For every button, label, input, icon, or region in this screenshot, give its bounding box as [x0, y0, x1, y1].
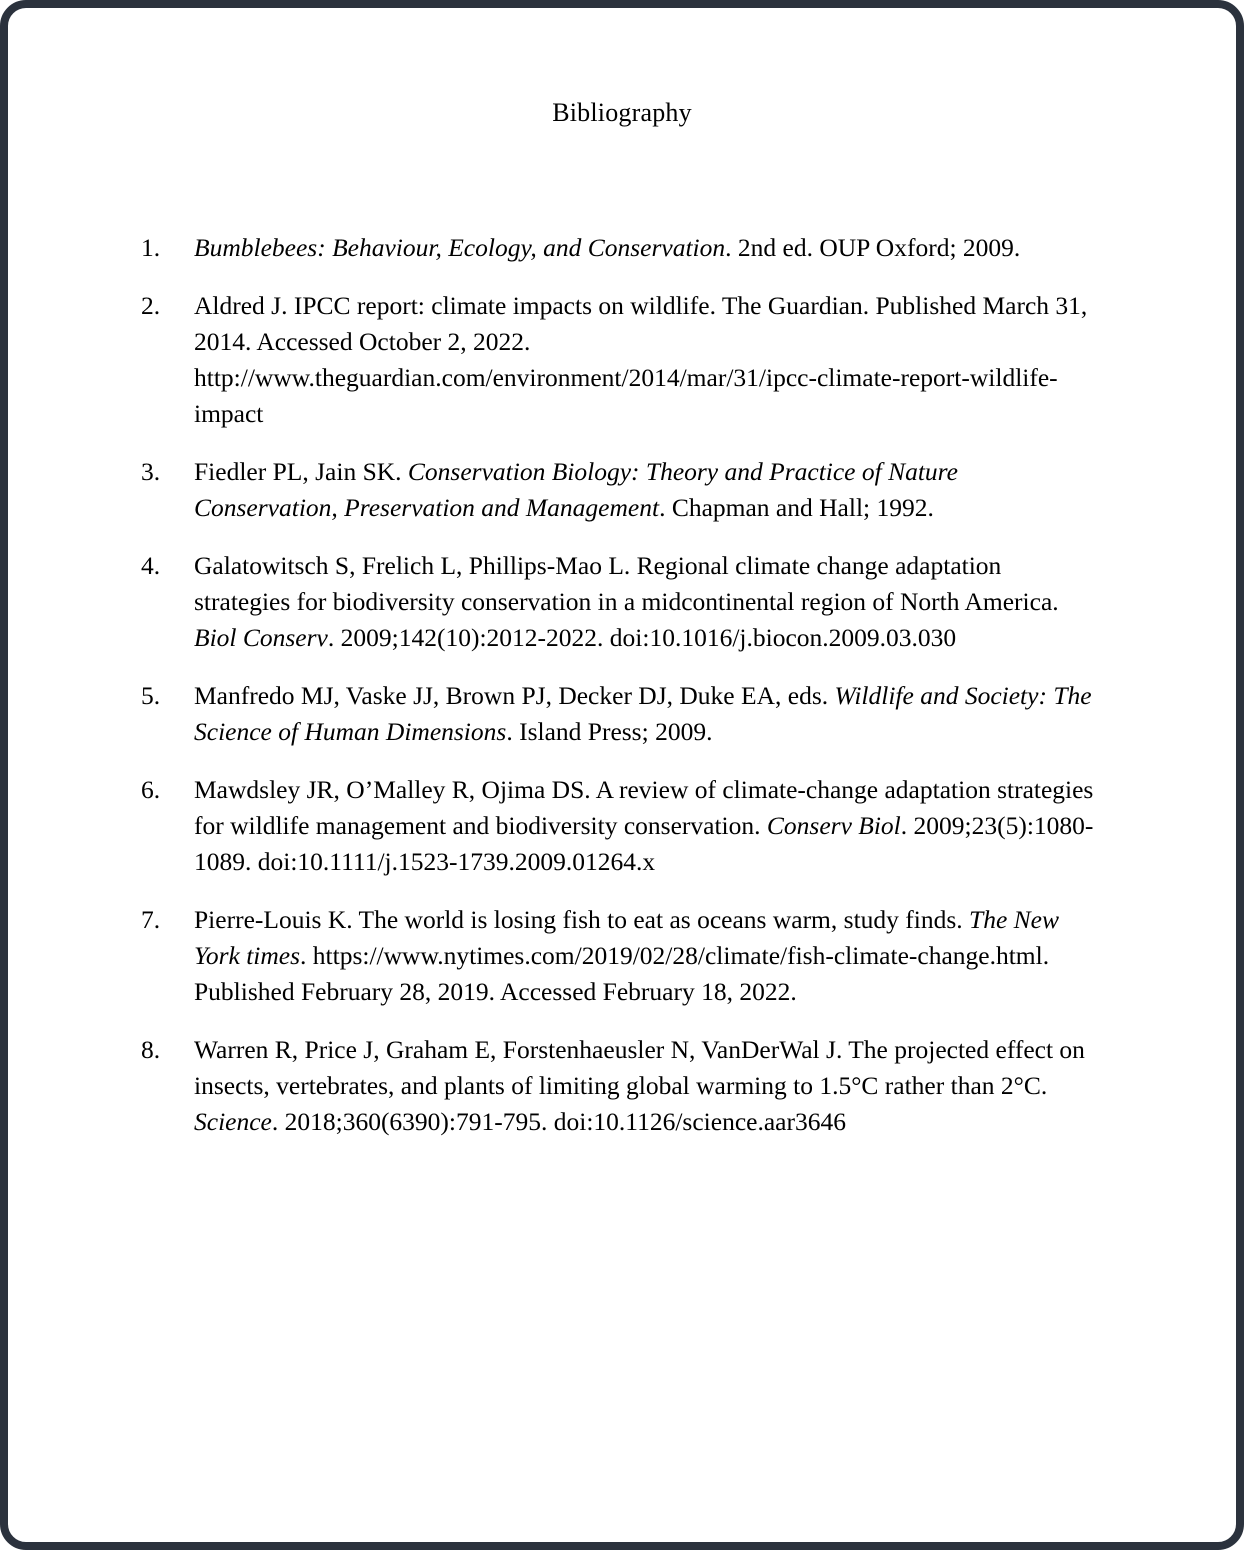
bibliography-entry: [133, 288, 1100, 432]
citation-segment-italic: Conservation Biology: Theory and Practice of Nature Conservation, Preservation and Management: [194, 457, 958, 522]
bibliography-entry: [133, 548, 1100, 656]
bibliography-entry-number: 3.: [141, 457, 161, 486]
bibliography-entry: [133, 230, 1100, 266]
citation-segment-roman: Pierre-Louis K. The world is losing fish to eat as oceans warm, study finds.: [194, 905, 970, 934]
citation-segment-roman: . Chapman and Hall; 1992.: [659, 493, 934, 522]
citation-segment-italic: Science: [194, 1107, 272, 1136]
bibliography-entry-text: [194, 548, 1100, 656]
bibliography-entry-text: [194, 454, 1100, 526]
page-title: Bibliography: [552, 98, 692, 127]
bibliography-entry-number: 5.: [141, 681, 161, 710]
citation-segment-italic: Bumblebees: Behaviour, Ecology, and Conservation: [194, 233, 726, 262]
citation-segment-italic: Wildlife and Society: The Science of Human Dimensions: [194, 681, 1092, 746]
bibliography-list: [133, 230, 1100, 1140]
bibliography-entry: [133, 1032, 1100, 1140]
citation-segment-roman: Fiedler PL, Jain SK.: [194, 457, 408, 486]
citation-segment-roman: Aldred J. IPCC report: climate impacts on wildlife. The Guardian. Published March 31, 2014. Accessed October 2, 2022. http://www.theguardian.com/environment/2014/mar/31/ipcc-climate-report-wildlife-impact: [194, 291, 1088, 428]
bibliography-entry-text: [194, 288, 1100, 432]
bibliography-entry-number: 2.: [141, 291, 161, 320]
bibliography-entry: [133, 678, 1100, 750]
citation-segment-italic: The New York times: [194, 905, 1059, 970]
bibliography-entry-text: [194, 902, 1100, 1010]
bibliography-entry-number: 6.: [141, 775, 161, 804]
citation-segment-roman: . 2009;23(5):1080-1089. doi:10.1111/j.1523-1739.2009.01264.x: [194, 811, 1094, 876]
citation-segment-roman: . 2nd ed. OUP Oxford; 2009.: [725, 233, 1021, 262]
citation-segment-roman: Warren R, Price J, Graham E, Forstenhaeusler N, VanDerWal J. The projected effect on insects, vertebrates, and plants of limiting global warming to 1.5°C rather than 2°C.: [194, 1035, 1085, 1100]
citation-segment-italic: Conserv Biol: [766, 811, 901, 840]
bibliography-entry-text: [194, 1032, 1100, 1140]
bibliography-entry-text: [194, 230, 1100, 266]
bibliography-entry-number: 4.: [141, 551, 161, 580]
bibliography-entry: [133, 902, 1100, 1010]
citation-segment-roman: Manfredo MJ, Vaske JJ, Brown PJ, Decker DJ, Duke EA, eds.: [194, 681, 835, 710]
citation-segment-roman: . https://www.nytimes.com/2019/02/28/climate/fish-climate-change.html. Published February 28, 2019. Accessed February 18, 2022.: [194, 941, 1050, 1006]
citation-segment-roman: Mawdsley JR, O’Malley R, Ojima DS. A review of climate-change adaptation strategies for wildlife management and biodiversity conservation.: [194, 775, 1094, 840]
bibliography-entry-number: 8.: [141, 1035, 161, 1064]
citation-segment-italic: Biol Conserv: [194, 623, 328, 652]
bibliography-entry: [133, 772, 1100, 880]
bibliography-entry-text: [194, 772, 1100, 880]
citation-segment-roman: . 2018;360(6390):791-795. doi:10.1126/science.aar3646: [271, 1107, 846, 1136]
bibliography-entry-number: 7.: [141, 905, 161, 934]
citation-segment-roman: Galatowitsch S, Frelich L, Phillips-Mao L. Regional climate change adaptation strategies for biodiversity conservation in a midcontinental region of North America.: [194, 551, 1059, 616]
citation-segment-roman: . Island Press; 2009.: [506, 717, 713, 746]
citation-segment-roman: . 2009;142(10):2012-2022. doi:10.1016/j.biocon.2009.03.030: [327, 623, 957, 652]
bibliography-entry: [133, 454, 1100, 526]
bibliography-entry-text: [194, 678, 1100, 750]
bibliography-entry-number: 1.: [141, 233, 161, 262]
